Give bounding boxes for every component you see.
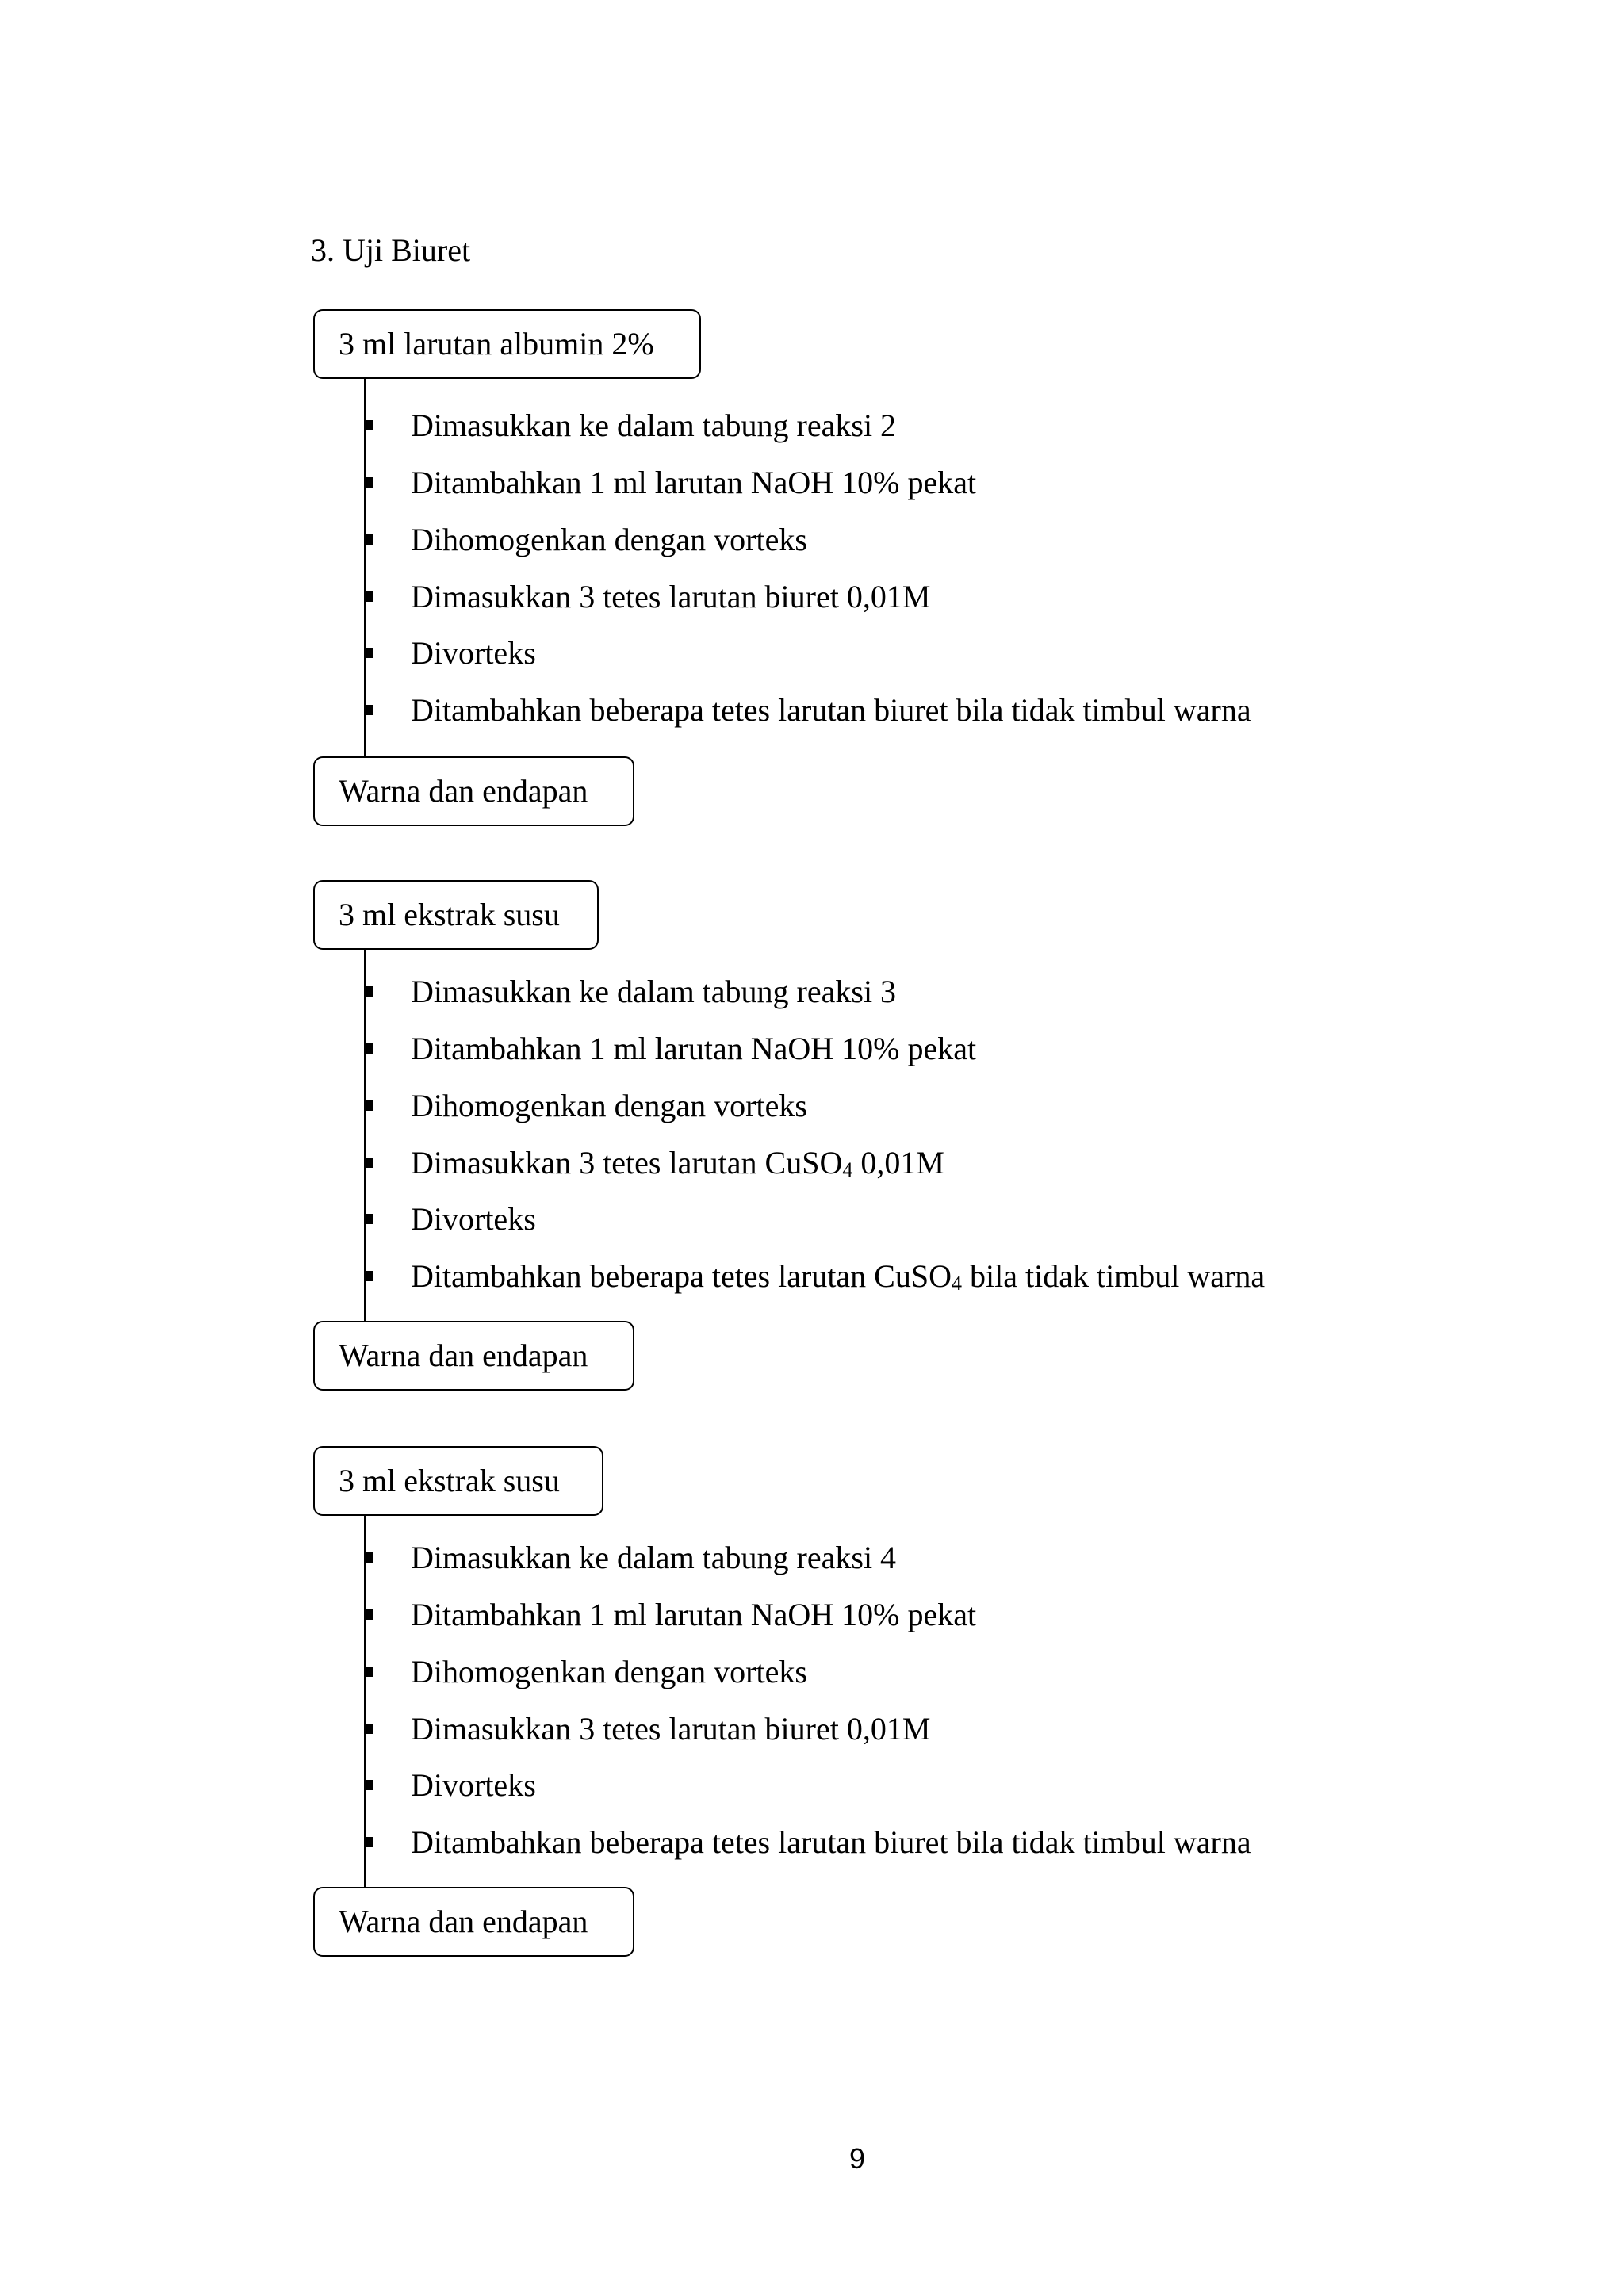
bullet-marker [366, 1609, 373, 1620]
bullet-marker [366, 1100, 373, 1111]
bullet-marker [366, 1667, 373, 1677]
step-text: Divorteks [411, 635, 536, 671]
flow-1-connector-line [364, 379, 366, 758]
step-text: Dihomogenkan dengan vorteks [411, 1654, 807, 1689]
bullet-marker [366, 420, 373, 430]
step-text: Dihomogenkan dengan vorteks [411, 522, 807, 557]
flow-1-start-box: 3 ml larutan albumin 2% [313, 309, 701, 379]
formula-subscript: 4 [842, 1158, 853, 1181]
formula-prefix: Dimasukkan 3 tetes larutan CuSO [411, 1145, 843, 1181]
bullet-marker [366, 1158, 373, 1168]
bullet-marker [366, 1837, 373, 1847]
bullet-marker [366, 648, 373, 658]
formula-suffix: bila tidak timbul warna [962, 1258, 1266, 1294]
step-text [411, 1142, 944, 1184]
step-text: Dimasukkan 3 tetes larutan biuret 0,01M [411, 1711, 931, 1747]
step-text [411, 1256, 1265, 1297]
step-text: Ditambahkan 1 ml larutan NaOH 10% pekat [411, 1597, 977, 1632]
bullet-marker [366, 986, 373, 997]
flow-3-connector-line [364, 1516, 366, 1888]
bullet-marker [366, 1271, 373, 1281]
bullet-marker [366, 477, 373, 488]
step-text: Ditambahkan beberapa tetes larutan biuret bila tidak timbul warna [411, 692, 1251, 728]
bullet-marker [366, 1724, 373, 1734]
flow-2-end-box: Warna dan endapan [313, 1321, 634, 1391]
step-text: Dimasukkan 3 tetes larutan biuret 0,01M [411, 579, 931, 614]
flow-3-start-box: 3 ml ekstrak susu [313, 1446, 603, 1516]
step-text: Ditambahkan beberapa tetes larutan biuret bila tidak timbul warna [411, 1824, 1251, 1860]
step-text: Ditambahkan 1 ml larutan NaOH 10% pekat [411, 465, 977, 500]
bullet-marker [366, 1214, 373, 1224]
step-text: Divorteks [411, 1767, 536, 1803]
page-number: 9 [849, 2142, 866, 2175]
flow-2-connector-line [364, 950, 366, 1322]
step-text: Dihomogenkan dengan vorteks [411, 1088, 807, 1123]
bullet-marker [366, 1552, 373, 1563]
section-heading: 3. Uji Biuret [311, 232, 471, 268]
flow-1-end-box: Warna dan endapan [313, 756, 634, 826]
bullet-marker [366, 591, 373, 602]
formula-subscript: 4 [952, 1272, 962, 1295]
step-text: Ditambahkan 1 ml larutan NaOH 10% pekat [411, 1031, 977, 1066]
bullet-marker [366, 705, 373, 715]
flow-2-start-box: 3 ml ekstrak susu [313, 880, 599, 950]
bullet-marker [366, 534, 373, 545]
step-text: Divorteks [411, 1201, 536, 1237]
formula-suffix: 0,01M [852, 1145, 944, 1181]
formula-prefix: Ditambahkan beberapa tetes larutan CuSO [411, 1258, 952, 1294]
step-text: Dimasukkan ke dalam tabung reaksi 3 [411, 974, 897, 1009]
bullet-marker [366, 1043, 373, 1054]
flow-3-end-box: Warna dan endapan [313, 1887, 634, 1957]
step-text: Dimasukkan ke dalam tabung reaksi 2 [411, 408, 897, 443]
bullet-marker [366, 1780, 373, 1790]
step-text: Dimasukkan ke dalam tabung reaksi 4 [411, 1540, 897, 1575]
